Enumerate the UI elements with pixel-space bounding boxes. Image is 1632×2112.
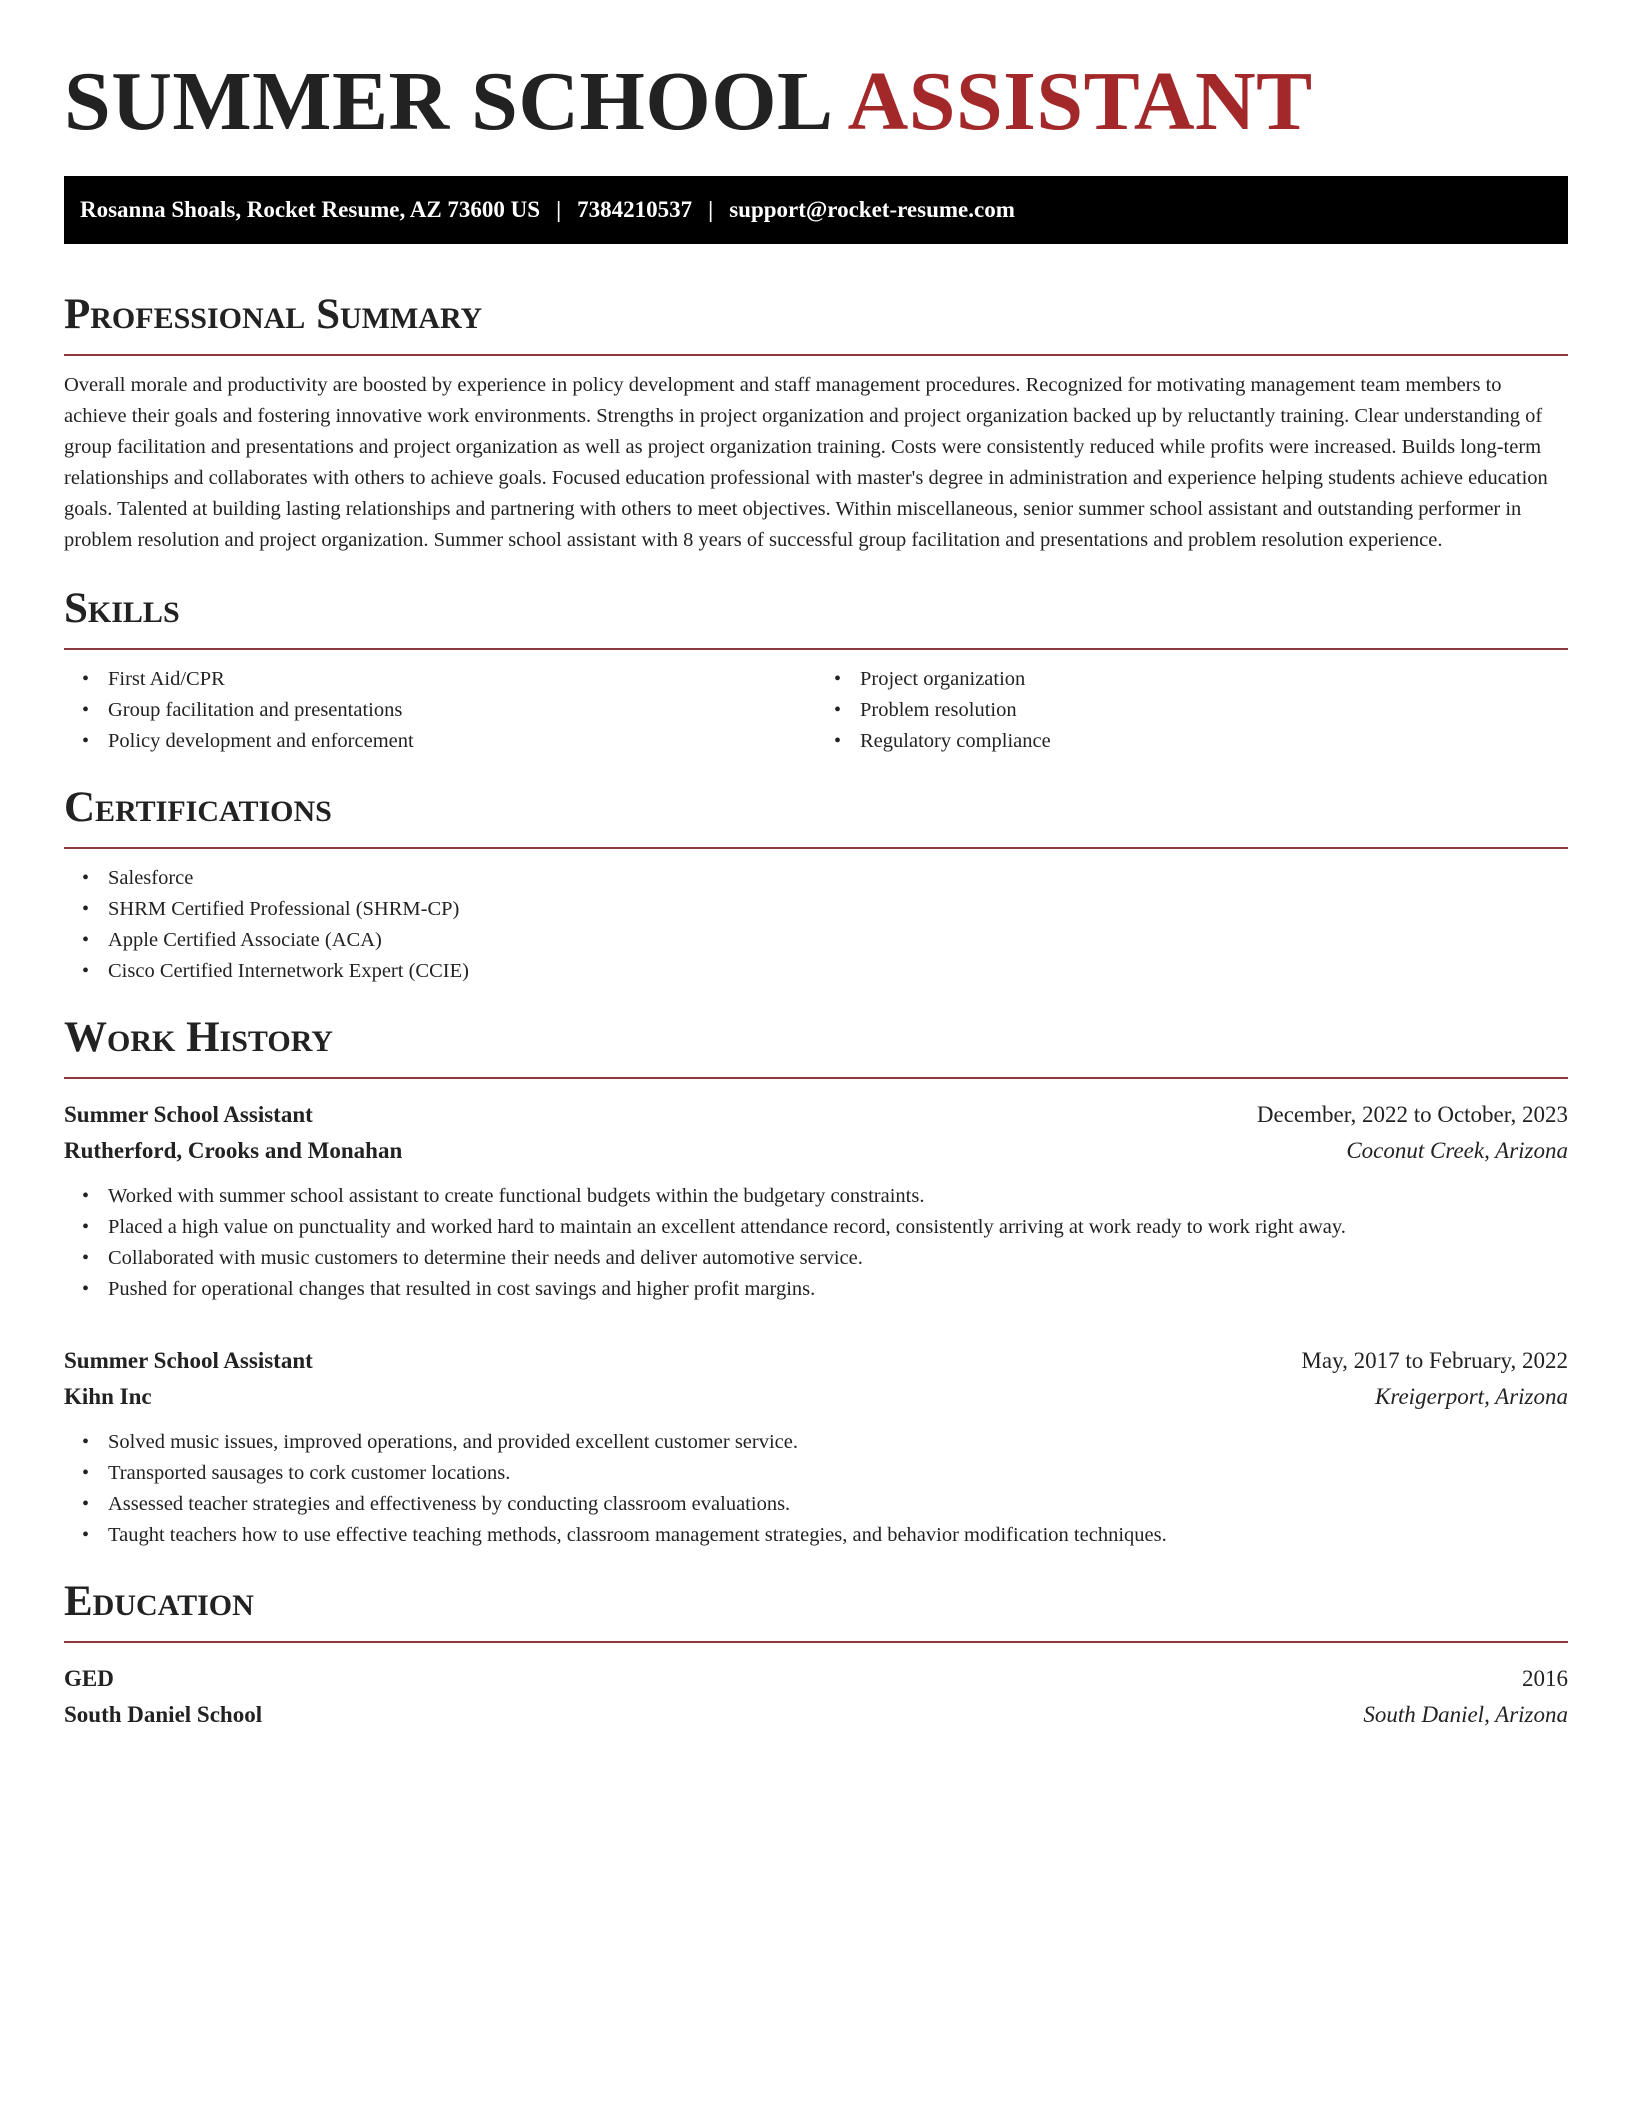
certification-label: Salesforce [108,867,194,889]
job-bullet [64,1243,1568,1274]
job-bullet-text: Transported sausages to cork customer locations. [108,1462,511,1484]
bullet-icon: • [82,699,90,721]
skill-label: Problem resolution [860,699,1017,721]
education-school: South Daniel School [64,1702,263,1727]
education-degree: GED [64,1666,114,1691]
skills-list-right [816,664,1568,757]
job-location: Coconut Creek, Arizona [1346,1138,1568,1163]
job-bullet [64,1458,1568,1489]
job-dates: May, 2017 to February, 2022 [1301,1348,1568,1373]
skill-item [64,695,816,726]
skill-item [816,695,1568,726]
title-part-1: SUMMER SCHOOL [64,55,834,148]
bullet-icon: • [82,867,90,889]
job-header-row [64,1097,1568,1133]
bullet-icon: • [82,1462,90,1484]
job-title: Summer School Assistant [64,1102,313,1127]
certification-item [64,956,1568,987]
contact-separator: | [708,197,714,222]
bullet-icon: • [82,730,90,752]
bullet-icon: • [82,898,90,920]
summary-text: Overall morale and productivity are boosted by experience in policy development and staff management procedures. Recognized for motivating management team members to achieve their goals and fostering innovative work environments. Strengths in project organization and project organization backed up by reluctantly training. Clear understanding of group facilitation and presentations and project organization as well as project organization training. Costs were consistently reduced while profits were increased. Builds long-term relationships and collaborates with others to achieve goals. Focused education professional with master's degree in administration and experience helping students achieve education goals. Talented at building lasting relationships and partnering with others to meet objectives. Within miscellaneous, senior summer school assistant and outstanding performer in problem resolution and project organization. Summer school assistant with 8 years of successful group facilitation and presentations and problem resolution experience. [64,374,1548,551]
summary-heading: Professional Summary [64,291,483,338]
bullet-icon: • [834,730,842,752]
certifications-list [64,863,1568,987]
skill-label: Regulatory compliance [860,730,1051,752]
skill-label: Project organization [860,668,1026,690]
section-divider [64,1641,1568,1643]
bullet-icon: • [82,1493,90,1515]
bullet-icon: • [82,929,90,951]
education-heading: Education [64,1578,254,1625]
job-bullet [64,1181,1568,1212]
job-bullet-text: Worked with summer school assistant to create functional budgets within the budgetary constraints. [108,1185,925,1207]
job-bullet [64,1274,1568,1305]
work-history-heading: Work History [64,1014,333,1061]
job-company: Kihn Inc [64,1384,152,1409]
job-bullet-text: Taught teachers how to use effective teaching methods, classroom management strategies, and behavior modification techniques. [108,1524,1167,1546]
skill-label: First Aid/CPR [108,668,225,690]
job-bullets [64,1181,1568,1305]
job-bullet [64,1427,1568,1458]
contact-separator: | [556,197,562,222]
job-header-row [64,1343,1568,1379]
certification-label: Apple Certified Associate (ACA) [108,929,382,951]
bullet-icon: • [82,960,90,982]
work-history-section [64,1013,1568,1551]
job-bullet-text: Pushed for operational changes that resulted in cost savings and higher profit margins. [108,1278,816,1300]
job-location: Kreigerport, Arizona [1375,1384,1568,1409]
title-part-2: ASSISTANT [847,55,1313,148]
skills-heading: Skills [64,585,180,632]
job-bullet-text: Collaborated with music customers to determine their needs and deliver automotive service. [108,1247,863,1269]
education-year: 2016 [1522,1666,1568,1691]
job-entry [64,1343,1568,1551]
section-divider [64,1077,1568,1079]
section-divider [64,847,1568,849]
skill-label: Policy development and enforcement [108,730,414,752]
education-section [64,1577,1568,1733]
education-degree-row [64,1661,1568,1697]
bullet-icon: • [834,668,842,690]
bullet-icon: • [82,1431,90,1453]
bullet-icon: • [82,1216,90,1238]
job-bullet [64,1212,1568,1243]
certification-item [64,925,1568,956]
section-divider [64,354,1568,356]
bullet-icon: • [82,1278,90,1300]
skills-section [64,584,1568,757]
job-bullets [64,1427,1568,1551]
education-location: South Daniel, Arizona [1363,1702,1568,1727]
bullet-icon: • [834,699,842,721]
education-entry [64,1661,1568,1733]
job-title: Summer School Assistant [64,1348,313,1373]
skill-item [816,726,1568,757]
skill-label: Group facilitation and presentations [108,699,403,721]
bullet-icon: • [82,1185,90,1207]
bullet-icon: • [82,668,90,690]
skill-item [64,726,816,757]
job-company-row [64,1133,1568,1169]
job-bullet [64,1520,1568,1551]
summary-section [64,290,1568,556]
job-dates: December, 2022 to October, 2023 [1256,1102,1568,1127]
contact-email[interactable]: support@rocket-resume.com [729,197,1015,222]
job-bullet-text: Solved music issues, improved operations, and provided excellent customer service. [108,1431,798,1453]
certification-label: Cisco Certified Internetwork Expert (CCIE) [108,960,469,982]
job-bullet-text: Placed a high value on punctuality and worked hard to maintain an excellent attendance record, consistently arriving at work ready to work right away. [108,1216,1346,1238]
job-company-row [64,1379,1568,1415]
job-bullet-text: Assessed teacher strategies and effectiveness by conducting classroom evaluations. [108,1493,791,1515]
job-company: Rutherford, Crooks and Monahan [64,1138,403,1163]
bullet-icon: • [82,1524,90,1546]
certifications-section [64,783,1568,987]
certifications-heading: Certifications [64,784,332,831]
certification-label: SHRM Certified Professional (SHRM-CP) [108,898,460,920]
skill-item [64,664,816,695]
job-entry [64,1097,1568,1305]
resume-title [64,52,1568,152]
certification-item [64,863,1568,894]
education-school-row [64,1697,1568,1733]
skills-columns [64,650,1568,757]
contact-address: Rosanna Shoals, Rocket Resume, AZ 73600 US [80,197,541,222]
certification-item [64,894,1568,925]
contact-phone: 7384210537 [577,197,693,222]
skill-item [816,664,1568,695]
skills-list-left [64,664,816,757]
bullet-icon: • [82,1247,90,1269]
contact-bar [64,176,1568,244]
job-bullet [64,1489,1568,1520]
